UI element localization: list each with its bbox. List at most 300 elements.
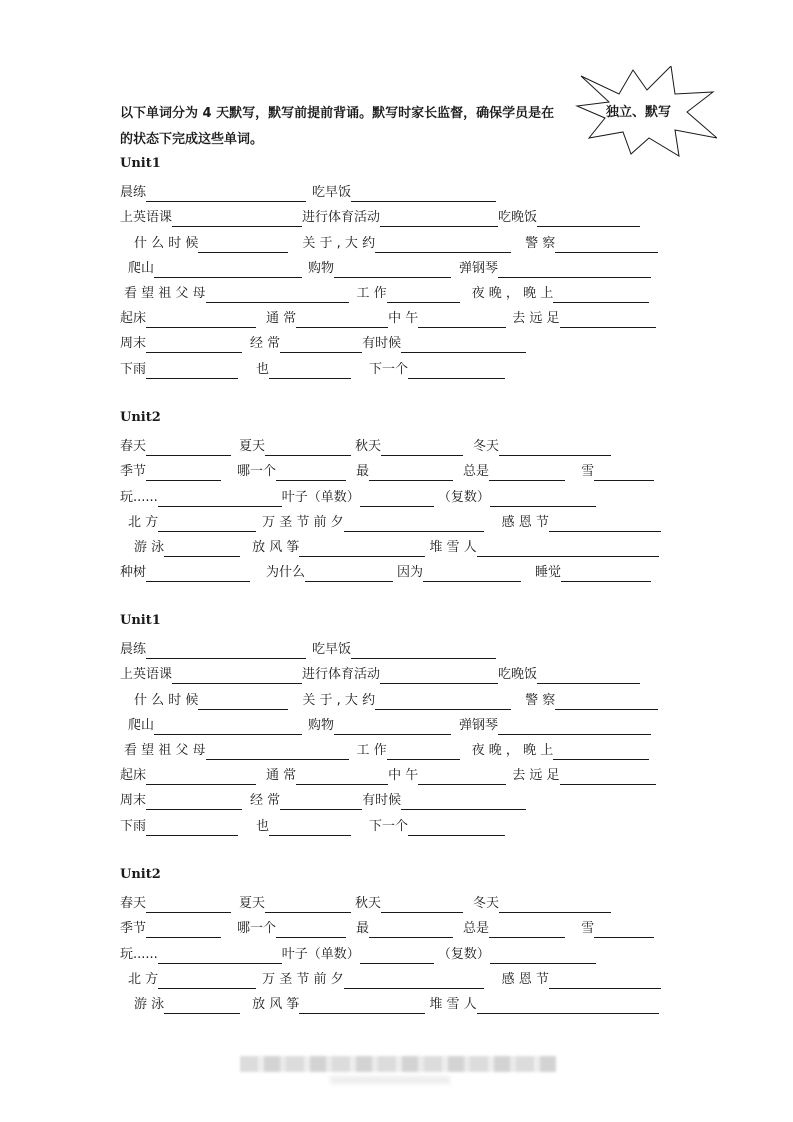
vocab-label: 通 常 xyxy=(266,768,297,784)
vocab-label: 起床 xyxy=(120,311,147,327)
answer-blank[interactable] xyxy=(172,667,302,684)
vocab-item xyxy=(120,486,282,507)
vocab-item xyxy=(266,307,388,328)
vocab-item xyxy=(512,764,655,785)
vocab-item xyxy=(498,663,640,684)
vocab-item xyxy=(120,638,306,659)
vocab-item xyxy=(502,968,661,989)
vocab-item xyxy=(397,561,521,582)
answer-blank[interactable] xyxy=(146,565,250,582)
vocab-label: 总是 xyxy=(463,921,490,937)
vocab-label: 下一个 xyxy=(369,818,409,834)
vocab-row xyxy=(120,253,675,278)
answer-blank[interactable] xyxy=(146,896,231,913)
vocab-label: 下雨 xyxy=(120,818,147,834)
vocab-label: 堆 雪 人 xyxy=(429,996,477,1012)
vocab-item xyxy=(250,332,362,353)
answer-blank[interactable] xyxy=(360,490,434,507)
vocab-label: 吃早饭 xyxy=(312,642,352,658)
vocab-item xyxy=(120,206,302,227)
vocab-label: 有时候 xyxy=(362,793,402,809)
answer-blank[interactable] xyxy=(387,743,460,760)
answer-blank[interactable] xyxy=(375,693,511,710)
answer-blank[interactable] xyxy=(489,464,565,481)
answer-blank[interactable] xyxy=(265,439,351,456)
answer-blank[interactable] xyxy=(280,793,362,810)
answer-blank[interactable] xyxy=(408,819,505,836)
vocab-row xyxy=(120,938,675,963)
vocab-row xyxy=(120,481,675,506)
vocab-item xyxy=(356,917,453,938)
vocab-label: 万 圣 节 前 夕 xyxy=(262,514,344,530)
vocab-label: 哪一个 xyxy=(237,921,277,937)
vocab-label: 睡觉 xyxy=(535,565,562,581)
answer-blank[interactable] xyxy=(594,921,654,938)
vocab-item xyxy=(369,358,505,379)
answer-blank[interactable] xyxy=(146,185,306,202)
vocab-label: 上英语课 xyxy=(120,210,173,226)
vocab-label: 下一个 xyxy=(369,361,409,377)
answer-blank[interactable] xyxy=(387,286,460,303)
vocab-label: 关 于 , 大 约 xyxy=(302,235,376,251)
starburst-callout xyxy=(575,66,717,158)
answer-blank[interactable] xyxy=(498,718,651,735)
vocab-label: 感 恩 节 xyxy=(501,971,549,987)
vocab-label: 进行体育活动 xyxy=(302,210,381,226)
answer-blank[interactable] xyxy=(477,540,659,557)
vocab-item xyxy=(581,460,654,481)
vocab-label: 经 常 xyxy=(250,336,281,352)
answer-blank[interactable] xyxy=(418,768,506,785)
vocab-row xyxy=(120,507,675,532)
vocab-row xyxy=(120,532,675,557)
answer-blank[interactable] xyxy=(154,261,302,278)
vocab-item xyxy=(134,689,288,710)
vocab-item xyxy=(302,663,498,684)
vocab-label: 夏天 xyxy=(239,439,266,455)
vocab-label: 什 么 时 候 xyxy=(134,235,199,251)
vocab-item xyxy=(124,282,349,303)
vocab-item xyxy=(134,536,240,557)
instructions-line-1: 以下单词分为 4 天默写，默写前提前背诵。默写时家长监督，确保学员是在 xyxy=(120,106,555,121)
vocab-item xyxy=(237,460,346,481)
vocab-label: 游 泳 xyxy=(134,996,165,1012)
answer-blank[interactable] xyxy=(408,362,505,379)
answer-blank[interactable] xyxy=(146,336,242,353)
answer-blank[interactable] xyxy=(146,464,221,481)
vocab-item xyxy=(120,663,302,684)
vocab-label: 堆 雪 人 xyxy=(429,539,477,555)
vocab-item xyxy=(473,892,611,913)
vocab-label: 种树 xyxy=(120,565,147,581)
vocab-item xyxy=(120,460,221,481)
vocab-item xyxy=(302,689,511,710)
vocab-label: 起床 xyxy=(120,768,147,784)
answer-blank[interactable] xyxy=(334,718,451,735)
answer-blank[interactable] xyxy=(375,236,511,253)
vocab-item xyxy=(312,638,496,659)
answer-blank[interactable] xyxy=(537,210,640,227)
vocab-item xyxy=(128,968,256,989)
vocab-row xyxy=(120,431,675,456)
vocab-item xyxy=(124,739,349,760)
vocab-label: 叶子（单数） xyxy=(281,489,360,505)
vocab-label: 看 望 祖 父 母 xyxy=(124,742,206,758)
answer-blank[interactable] xyxy=(490,947,596,964)
vocab-item xyxy=(355,892,463,913)
vocab-label: 春天 xyxy=(120,896,147,912)
vocab-item xyxy=(355,435,463,456)
vocab-item xyxy=(262,511,484,532)
vocab-label: （复数） xyxy=(437,946,490,962)
vocab-item xyxy=(502,511,661,532)
answer-blank[interactable] xyxy=(172,210,302,227)
vocab-item xyxy=(525,689,658,710)
answer-blank[interactable] xyxy=(206,743,349,760)
vocab-row xyxy=(120,810,675,835)
vocab-item xyxy=(252,993,425,1014)
vocab-label: 晨练 xyxy=(120,642,147,658)
vocab-label: 季节 xyxy=(120,464,147,480)
answer-blank[interactable] xyxy=(146,311,256,328)
section-4 xyxy=(120,862,675,1014)
answer-blank[interactable] xyxy=(344,972,484,989)
vocab-item xyxy=(369,815,505,836)
vocab-item xyxy=(535,561,651,582)
vocab-label: 最 xyxy=(356,921,370,937)
answer-blank[interactable] xyxy=(537,667,640,684)
vocab-label: 通 常 xyxy=(266,311,297,327)
vocab-label: 爬山 xyxy=(128,717,155,733)
vocab-label: 购物 xyxy=(308,260,335,276)
answer-blank[interactable] xyxy=(351,185,496,202)
section-heading: Unit1 xyxy=(120,613,161,628)
answer-blank[interactable] xyxy=(553,743,649,760)
vocab-label: 上英语课 xyxy=(120,667,173,683)
answer-blank[interactable] xyxy=(276,921,346,938)
vocab-row xyxy=(120,177,675,202)
answer-blank[interactable] xyxy=(154,718,302,735)
vocab-row xyxy=(120,735,675,760)
answer-blank[interactable] xyxy=(146,819,238,836)
vocab-row xyxy=(120,634,675,659)
vocab-item xyxy=(128,511,256,532)
vocab-label: 中 午 xyxy=(388,768,419,784)
vocab-item xyxy=(252,536,425,557)
vocab-item xyxy=(463,917,565,938)
vocab-item xyxy=(120,789,242,810)
vocab-row xyxy=(120,760,675,785)
answer-blank[interactable] xyxy=(369,921,453,938)
answer-blank[interactable] xyxy=(423,565,521,582)
vocab-label: 玩...... xyxy=(120,489,158,505)
vocab-label: 秋天 xyxy=(355,439,382,455)
vocab-label: 进行体育活动 xyxy=(302,667,381,683)
answer-blank[interactable] xyxy=(265,896,351,913)
vocab-item xyxy=(120,561,250,582)
vocab-label: 放 风 筝 xyxy=(252,996,300,1012)
answer-blank[interactable] xyxy=(360,947,434,964)
vocab-label: 叶子（单数） xyxy=(281,946,360,962)
answer-blank[interactable] xyxy=(146,439,231,456)
vocab-item xyxy=(120,358,238,379)
answer-blank[interactable] xyxy=(296,311,388,328)
vocab-item xyxy=(312,181,496,202)
vocab-label: 北 方 xyxy=(128,971,159,987)
vocab-label: 为什么 xyxy=(266,565,306,581)
answer-blank[interactable] xyxy=(146,362,238,379)
answer-blank[interactable] xyxy=(146,921,221,938)
vocab-label: 放 风 筝 xyxy=(252,539,300,555)
vocab-label: 冬天 xyxy=(473,896,500,912)
answer-blank[interactable] xyxy=(351,642,496,659)
vocab-item xyxy=(357,282,460,303)
answer-blank[interactable] xyxy=(269,362,351,379)
answer-blank[interactable] xyxy=(158,515,256,532)
section-heading: Unit2 xyxy=(120,410,161,425)
answer-blank[interactable] xyxy=(158,972,256,989)
vocab-row xyxy=(120,785,675,810)
vocab-label: 冬天 xyxy=(473,439,500,455)
answer-blank[interactable] xyxy=(164,540,240,557)
vocab-label: 警 察 xyxy=(525,235,556,251)
vocab-label: 晨练 xyxy=(120,185,147,201)
answer-blank[interactable] xyxy=(299,997,425,1014)
section-heading: Unit2 xyxy=(120,867,161,882)
vocab-item xyxy=(581,917,654,938)
vocab-item xyxy=(120,764,256,785)
answer-blank[interactable] xyxy=(146,642,306,659)
vocab-item xyxy=(120,815,238,836)
vocab-item xyxy=(429,536,658,557)
vocab-label: 秋天 xyxy=(355,896,382,912)
vocab-row xyxy=(120,710,675,735)
vocab-label: 警 察 xyxy=(525,692,556,708)
answer-blank[interactable] xyxy=(555,693,658,710)
answer-blank[interactable] xyxy=(276,464,346,481)
answer-blank[interactable] xyxy=(146,768,256,785)
vocab-item xyxy=(302,232,511,253)
vocab-label: 购物 xyxy=(308,717,335,733)
answer-blank[interactable] xyxy=(561,565,651,582)
answer-blank[interactable] xyxy=(296,768,388,785)
vocab-item xyxy=(282,943,434,964)
vocab-item xyxy=(459,714,651,735)
vocab-item xyxy=(459,257,651,278)
vocab-label: 弹钢琴 xyxy=(459,260,499,276)
vocab-row xyxy=(120,353,675,378)
vocab-item xyxy=(357,739,460,760)
vocab-label: 吃早饭 xyxy=(312,185,352,201)
vocab-item xyxy=(308,714,451,735)
section-2 xyxy=(120,405,675,582)
answer-blank[interactable] xyxy=(499,439,611,456)
vocab-item xyxy=(239,435,351,456)
vocab-item xyxy=(120,943,282,964)
vocab-label: 季节 xyxy=(120,921,147,937)
vocab-row xyxy=(120,684,675,709)
answer-blank[interactable] xyxy=(418,311,506,328)
answer-blank[interactable] xyxy=(380,667,498,684)
vocab-item xyxy=(438,943,596,964)
vocab-row xyxy=(120,328,675,353)
vocab-item xyxy=(429,993,658,1014)
vocab-item xyxy=(120,307,256,328)
vocab-label: 周末 xyxy=(120,793,147,809)
instructions-line-2: 的状态下完成这些单词。 xyxy=(120,132,264,147)
answer-blank[interactable] xyxy=(146,793,242,810)
answer-blank[interactable] xyxy=(369,464,453,481)
vocab-item xyxy=(128,714,302,735)
answer-blank[interactable] xyxy=(553,286,649,303)
answer-blank[interactable] xyxy=(477,997,659,1014)
blurred-footer-watermark xyxy=(240,1056,556,1072)
vocab-item xyxy=(463,460,565,481)
answer-blank[interactable] xyxy=(380,210,498,227)
vocab-label: 总是 xyxy=(463,464,490,480)
vocab-item xyxy=(438,486,596,507)
vocab-item xyxy=(120,181,306,202)
vocab-row xyxy=(120,557,675,582)
answer-blank[interactable] xyxy=(555,236,658,253)
vocab-row xyxy=(120,989,675,1014)
answer-blank[interactable] xyxy=(198,693,288,710)
vocab-label: 也 xyxy=(256,361,270,377)
vocab-row xyxy=(120,659,675,684)
vocab-label: 工 作 xyxy=(356,285,387,301)
answer-blank[interactable] xyxy=(206,286,349,303)
vocab-label: 北 方 xyxy=(128,514,159,530)
vocab-label: 下雨 xyxy=(120,361,147,377)
answer-blank[interactable] xyxy=(280,336,362,353)
vocab-row xyxy=(120,888,675,913)
answer-blank[interactable] xyxy=(305,565,393,582)
vocab-label: 也 xyxy=(256,818,270,834)
vocab-item xyxy=(120,917,221,938)
section-3 xyxy=(120,608,675,836)
answer-blank[interactable] xyxy=(549,972,661,989)
answer-blank[interactable] xyxy=(381,896,463,913)
vocab-item xyxy=(356,460,453,481)
vocab-label: 感 恩 节 xyxy=(501,514,549,530)
vocab-label: 弹钢琴 xyxy=(459,717,499,733)
vocab-row xyxy=(120,227,675,252)
vocab-item xyxy=(266,764,388,785)
vocab-label: 因为 xyxy=(397,565,424,581)
answer-blank[interactable] xyxy=(498,261,651,278)
answer-blank[interactable] xyxy=(549,515,661,532)
vocab-row xyxy=(120,278,675,303)
vocab-row xyxy=(120,456,675,481)
vocab-item xyxy=(282,486,434,507)
vocab-item xyxy=(512,307,655,328)
answer-blank[interactable] xyxy=(334,261,451,278)
vocab-label: 吃晚饭 xyxy=(498,210,538,226)
vocab-label: 雪 xyxy=(581,921,595,937)
vocab-row xyxy=(120,913,675,938)
vocab-item xyxy=(120,332,242,353)
vocab-label: 春天 xyxy=(120,439,147,455)
vocab-label: 玩...... xyxy=(120,946,158,962)
answer-blank[interactable] xyxy=(158,490,282,507)
answer-blank[interactable] xyxy=(198,236,288,253)
vocab-item xyxy=(388,307,506,328)
vocab-item xyxy=(388,764,506,785)
vocab-item xyxy=(256,358,351,379)
answer-blank[interactable] xyxy=(158,947,282,964)
vocab-label: 雪 xyxy=(581,464,595,480)
vocab-label: 关 于 , 大 约 xyxy=(302,692,376,708)
vocab-label: 中 午 xyxy=(388,311,419,327)
vocab-label: （复数） xyxy=(437,489,490,505)
answer-blank[interactable] xyxy=(401,336,526,353)
vocab-item xyxy=(134,993,240,1014)
section-heading: Unit1 xyxy=(120,156,161,171)
vocab-item xyxy=(362,789,526,810)
vocab-label: 夜 晚 ， 晚 上 xyxy=(471,742,554,758)
answer-blank[interactable] xyxy=(381,439,463,456)
instructions xyxy=(120,101,590,153)
answer-blank[interactable] xyxy=(269,819,351,836)
vocab-item xyxy=(266,561,393,582)
answer-blank[interactable] xyxy=(490,490,596,507)
answer-blank[interactable] xyxy=(164,997,240,1014)
answer-blank[interactable] xyxy=(299,540,425,557)
section-1 xyxy=(120,151,675,379)
answer-blank[interactable] xyxy=(594,464,654,481)
vocab-label: 经 常 xyxy=(250,793,281,809)
answer-blank[interactable] xyxy=(401,793,526,810)
vocab-item xyxy=(239,892,351,913)
vocab-item xyxy=(525,232,658,253)
vocab-label: 看 望 祖 父 母 xyxy=(124,285,206,301)
vocab-label: 有时候 xyxy=(362,336,402,352)
vocab-item xyxy=(237,917,346,938)
answer-blank[interactable] xyxy=(344,515,484,532)
vocab-label: 最 xyxy=(356,464,370,480)
vocab-item xyxy=(362,332,526,353)
vocab-label: 夜 晚 ， 晚 上 xyxy=(471,285,554,301)
vocab-row xyxy=(120,303,675,328)
vocab-item xyxy=(302,206,498,227)
vocab-item xyxy=(250,789,362,810)
vocab-label: 工 作 xyxy=(356,742,387,758)
vocab-label: 去 远 足 xyxy=(512,768,560,784)
vocab-item xyxy=(472,282,650,303)
vocab-label: 万 圣 节 前 夕 xyxy=(262,971,344,987)
vocab-item xyxy=(498,206,640,227)
vocab-label: 夏天 xyxy=(239,896,266,912)
vocab-item xyxy=(120,435,231,456)
answer-blank[interactable] xyxy=(489,921,565,938)
vocab-item xyxy=(308,257,451,278)
vocab-label: 哪一个 xyxy=(237,464,277,480)
answer-blank[interactable] xyxy=(499,896,611,913)
answer-blank[interactable] xyxy=(560,311,656,328)
vocab-label: 吃晚饭 xyxy=(498,667,538,683)
vocab-item xyxy=(120,892,231,913)
blurred-footer-watermark-2 xyxy=(330,1076,450,1084)
vocab-label: 游 泳 xyxy=(134,539,165,555)
vocab-item xyxy=(473,435,611,456)
vocab-item xyxy=(472,739,650,760)
vocab-row xyxy=(120,202,675,227)
vocab-label: 去 远 足 xyxy=(512,311,560,327)
vocab-item xyxy=(256,815,351,836)
vocab-item xyxy=(128,257,302,278)
answer-blank[interactable] xyxy=(560,768,656,785)
vocab-row xyxy=(120,964,675,989)
